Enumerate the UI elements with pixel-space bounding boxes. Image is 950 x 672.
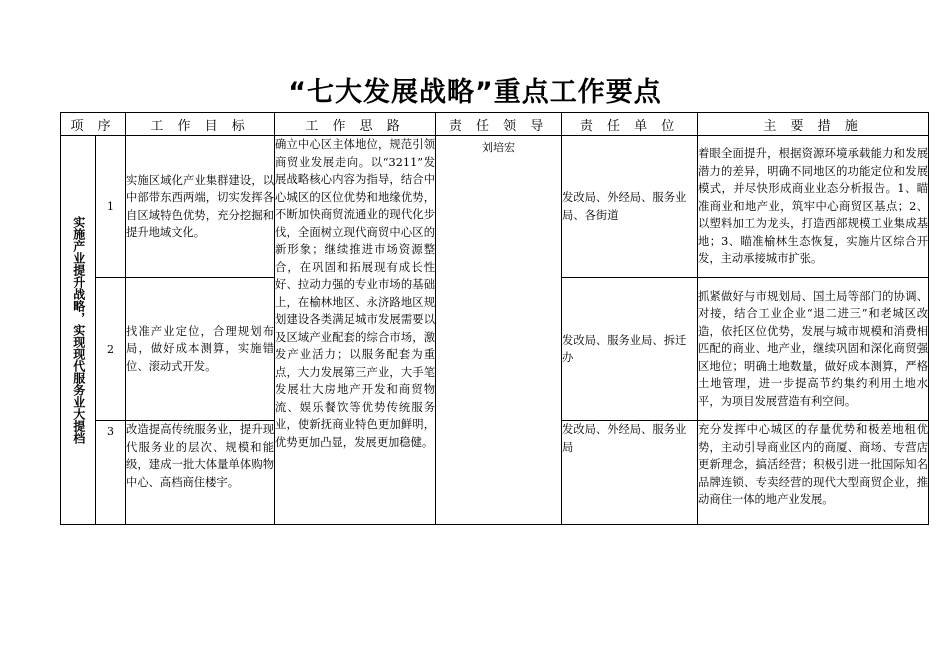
header-unit: 责 任 单 位 bbox=[562, 113, 698, 136]
unit-cell: 发改局、外经局、服务业局 bbox=[562, 421, 698, 525]
page-title: “七大发展战略”重点工作要点 bbox=[288, 77, 662, 108]
goal-cell: 改造提高传统服务业，提升现代服务业的层次、规模和能级，建成一批大体量单体购物中心、高档商住楼宇。 bbox=[126, 421, 275, 525]
measures-cell: 充分发挥中心城区的存量优势和极差地租优势，主动引导商业区内的商厦、商场、专营店更新理念，搞活经营；积极引进一批国际知名品牌连锁、专卖经营的现代大型商贸企业，推动商住一体的地产业发展。 bbox=[698, 421, 929, 525]
row-number: 1 bbox=[96, 136, 126, 278]
leader-cell: 刘培宏 bbox=[436, 136, 562, 525]
category-label: 实施产业提升战略，实现现代服务业大提档 bbox=[71, 216, 86, 444]
thinking-cell: 确立中心区主体地位，规范引领商贸业发展走向。以“3211”发展战略核心内容为指导，结合中心城区的区位优势和地缘优势，不断加快商贸流通业的现代化步伐，全面树立现代商贸中心区的新形象；继续推进市场资源整合，在巩固和拓展现有成长性好、拉动力强的专业市场的基础上，在榆林地区、永济路地区规划建设各类满足城市发展需要以及区域产业配套的综合市场，激发产业活力；以服务配套为重点，大力发展第三产业，大手笔发展壮大房地产开发和商贸物流、娱乐餐饮等优势传统服务业，使新抚商业特色更加鲜明，优势更加凸显，发展更加稳健。 bbox=[275, 136, 436, 525]
table-row bbox=[61, 136, 929, 278]
unit-cell: 发改局、外经局、服务业局、各街道 bbox=[562, 136, 698, 278]
row-number: 3 bbox=[96, 421, 126, 525]
header-goal: 工 作 目 标 bbox=[126, 113, 275, 136]
header-leader: 责 任 领 导 bbox=[436, 113, 562, 136]
unit-cell: 发改局、服务业局、拆迁办 bbox=[562, 278, 698, 421]
goal-cell: 找准产业定位，合理规划布局，做好成本测算，实施错位、滚动式开发。 bbox=[126, 278, 275, 421]
work-plan-table bbox=[60, 112, 929, 525]
row-number: 2 bbox=[96, 278, 126, 421]
measures-cell: 抓紧做好与市规划局、国土局等部门的协调、对接，结合工业企业“退二进三”和老城区改造，依托区位优势，发展与城市规模和消费相匹配的商业、地产业，继续巩固和深化商贸强区地位；明确土地数量，做好成本测算，严格土地管理，进一步提高节约集约利用土地水平，为项目发展营造有利空间。 bbox=[698, 278, 929, 421]
table-header-row bbox=[61, 113, 929, 136]
measures-cell: 着眼全面提升，根据资源环境承载能力和发展潜力的差异，明确不同地区的功能定位和发展模式，并尽快形成商业业态分析报告。1、瞄准商业和地产业，筑牢中心商贸区基点；2、以塑料加工为龙头，打造西部规模工业集成基地；3、瞄准榆林生态恢复，实施片区综合开发，主动承接城市扩张。 bbox=[698, 136, 929, 278]
goal-cell: 实施区域化产业集群建设，以中部带东西两端，切实发挥各自区域特色优势，充分挖掘和提升地域文化。 bbox=[126, 136, 275, 278]
category-cell bbox=[61, 136, 96, 525]
header-measures: 主 要 措 施 bbox=[698, 113, 929, 136]
header-seq: 项 序 bbox=[61, 113, 126, 136]
header-thinking: 工 作 思 路 bbox=[275, 113, 436, 136]
